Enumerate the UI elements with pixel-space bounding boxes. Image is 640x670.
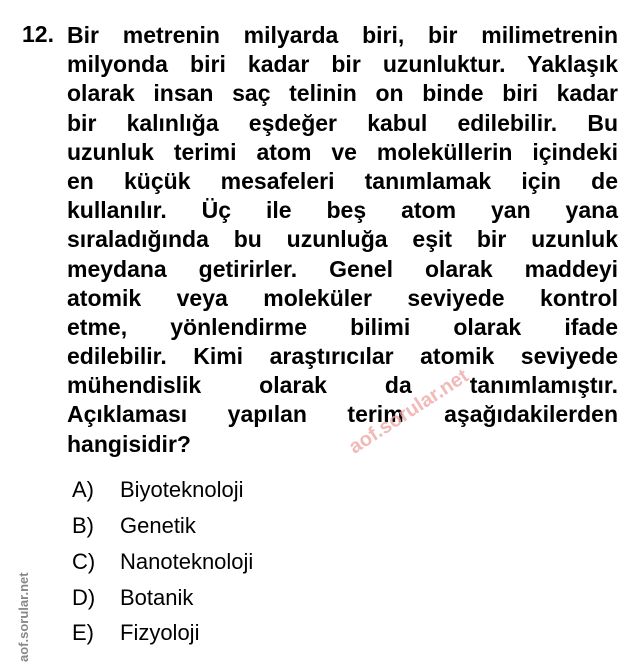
- answer-option-b[interactable]: [72, 511, 196, 541]
- option-text: Botanik: [120, 585, 194, 610]
- question-line: edilebilir. Kimi araştırıcılar atomik seviyede: [67, 343, 618, 370]
- question-text: [67, 21, 618, 459]
- question-line: sıraladığında bu uzunluğa eşit bir uzunluk: [67, 226, 618, 253]
- side-watermark: aof.sorular.net: [16, 572, 31, 662]
- question-number: 12.: [22, 21, 54, 47]
- answer-option-d[interactable]: [72, 583, 193, 613]
- option-text: Genetik: [120, 513, 196, 538]
- question-line: kullanılır. Üç ile beş atom yan yana: [67, 197, 618, 224]
- option-letter: C): [72, 549, 96, 574]
- option-letter: D): [72, 585, 96, 610]
- question-line: mühendislik olarak da tanımlamıştır.: [67, 372, 618, 399]
- option-letter: E): [72, 620, 94, 645]
- option-letter: A): [72, 477, 94, 502]
- watermark: aof.sorular.net: [345, 364, 473, 459]
- question-line: atomik veya moleküler seviyede kontrol: [67, 284, 618, 311]
- option-letter: B): [72, 513, 94, 538]
- question-line: Açıklaması yapılan terim aşağıdakilerden: [67, 401, 618, 428]
- answer-option-c[interactable]: [72, 547, 253, 577]
- answer-option-e[interactable]: [72, 618, 199, 648]
- question-line: meydana getirirler. Genel olarak maddeyi: [67, 255, 618, 282]
- question-line: en küçük mesafeleri tanımlamak için de: [67, 167, 618, 194]
- option-text: Fizyoloji: [120, 620, 200, 645]
- question-line: olarak insan saç telinin on binde biri kadar: [67, 80, 618, 107]
- question-line: uzunluk terimi atom ve moleküllerin içindeki: [67, 138, 618, 165]
- option-text: Nanoteknoloji: [120, 549, 254, 574]
- answer-option-a[interactable]: [72, 475, 244, 505]
- question-line: Bir metrenin milyarda biri, bir milimetrenin: [67, 22, 618, 48]
- option-text: Biyoteknoloji: [120, 477, 244, 502]
- question-line: etme, yönlendirme bilimi olarak ifade: [67, 313, 618, 340]
- question-line: hangisidir?: [67, 430, 191, 457]
- question-line: bir kalınlığa eşdeğer kabul edilebilir. Bu: [67, 109, 618, 136]
- question-line: milyonda biri kadar bir uzunluktur. Yaklaşık: [67, 51, 618, 78]
